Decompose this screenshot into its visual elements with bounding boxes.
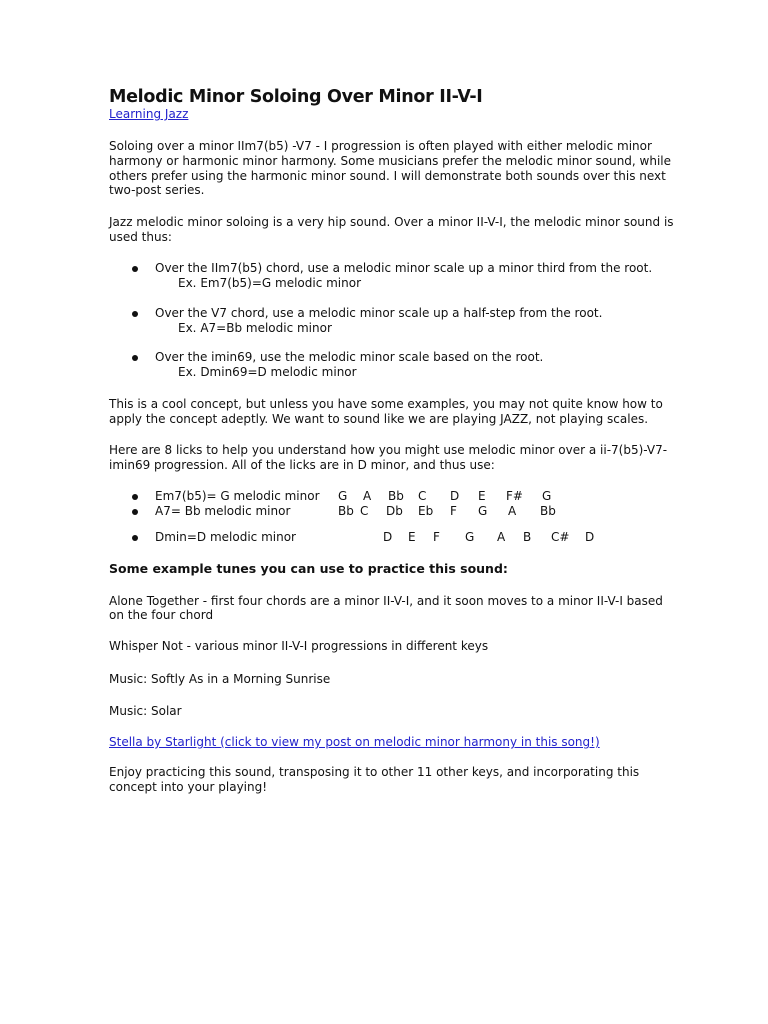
tune-2: Whisper Not - various minor II-V-I progressions in different keys bbox=[109, 639, 489, 653]
scale-note: Bb bbox=[338, 504, 354, 518]
para2-line-1: Jazz melodic minor soloing is a very hip sound. Over a minor II-V-I, the melodic minor sound is bbox=[109, 215, 674, 229]
rule-2-example: Ex. A7=Bb melodic minor bbox=[178, 321, 332, 335]
rule-1-text: Over the IIm7(b5) chord, use a melodic minor scale up a minor third from the root. bbox=[155, 261, 653, 275]
scale-note: Bb bbox=[540, 504, 556, 518]
scale-3-label: Dmin=D melodic minor bbox=[155, 530, 296, 544]
bullet-icon bbox=[132, 509, 138, 515]
scale-note: F bbox=[433, 530, 440, 544]
intro-line-3: others prefer using the harmonic minor sound. I will demonstrate both sounds over this next bbox=[109, 169, 666, 183]
scale-note: G bbox=[542, 489, 552, 503]
scale-note: C bbox=[418, 489, 427, 503]
rule-3-text: Over the imin69, use the melodic minor scale based on the root. bbox=[155, 350, 544, 364]
page-title: Melodic Minor Soloing Over Minor II-V-I bbox=[109, 87, 483, 107]
tunes-heading: Some example tunes you can use to practice this sound: bbox=[109, 561, 508, 576]
para2-line-2: used thus: bbox=[109, 230, 172, 244]
para4-line-1: Here are 8 licks to help you understand how you might use melodic minor over a ii-7(b5)-V7- bbox=[109, 443, 668, 457]
tune-1-line-2: on the four chord bbox=[109, 608, 214, 622]
scale-note: A bbox=[363, 489, 372, 503]
bullet-icon bbox=[132, 266, 138, 272]
scale-2-label: A7= Bb melodic minor bbox=[155, 504, 291, 518]
scale-note: G bbox=[465, 530, 475, 544]
scale-note: C# bbox=[551, 530, 570, 544]
tune-1-line-1: Alone Together - first four chords are a minor II-V-I, and it soon moves to a minor II-V-I based bbox=[109, 594, 663, 608]
bullet-icon bbox=[132, 494, 138, 500]
tune-4: Music: Solar bbox=[109, 704, 182, 718]
bullet-icon bbox=[132, 355, 138, 361]
scale-note: E bbox=[408, 530, 416, 544]
scale-note: D bbox=[585, 530, 595, 544]
tune-3: Music: Softly As in a Morning Sunrise bbox=[109, 672, 331, 686]
scale-note: E bbox=[478, 489, 486, 503]
para3-line-1: This is a cool concept, but unless you have some examples, you may not quite know how to bbox=[109, 397, 663, 411]
scale-note: F bbox=[450, 504, 457, 518]
scale-note: D bbox=[450, 489, 460, 503]
scale-note: C bbox=[360, 504, 369, 518]
para3-line-2: apply the concept adeptly. We want to sound like we are playing JAZZ, not playing scales. bbox=[109, 412, 649, 426]
scale-1-label: Em7(b5)= G melodic minor bbox=[155, 489, 320, 503]
closing-line-1: Enjoy practicing this sound, transposing it to other 11 other keys, and incorporating this bbox=[109, 765, 640, 779]
intro-line-4: two-post series. bbox=[109, 183, 205, 197]
scale-note: A bbox=[497, 530, 506, 544]
scale-note: D bbox=[383, 530, 393, 544]
rule-1-example: Ex. Em7(b5)=G melodic minor bbox=[178, 276, 362, 290]
scale-note: F# bbox=[506, 489, 523, 503]
scale-note: Db bbox=[386, 504, 403, 518]
scale-note: Eb bbox=[418, 504, 434, 518]
closing-line-2: concept into your playing! bbox=[109, 780, 268, 794]
rule-3-example: Ex. Dmin69=D melodic minor bbox=[178, 365, 357, 379]
para4-line-2: imin69 progression. All of the licks are in D minor, and thus use: bbox=[109, 458, 495, 472]
scale-note: Bb bbox=[388, 489, 404, 503]
bullet-icon bbox=[132, 311, 138, 317]
intro-line-2: harmony or harmonic minor harmony. Some musicians prefer the melodic minor sound, while bbox=[109, 154, 672, 168]
scale-note: G bbox=[338, 489, 348, 503]
stella-by-starlight-link[interactable]: Stella by Starlight (click to view my post on melodic minor harmony in this song!) bbox=[109, 735, 600, 749]
rule-2-text: Over the V7 chord, use a melodic minor scale up a half-step from the root. bbox=[155, 306, 603, 320]
scale-note: G bbox=[478, 504, 488, 518]
scale-note: A bbox=[508, 504, 517, 518]
learning-jazz-link[interactable]: Learning Jazz bbox=[109, 107, 189, 121]
intro-line-1: Soloing over a minor IIm7(b5) -V7 - I progression is often played with either melodic minor bbox=[109, 139, 652, 153]
bullet-icon bbox=[132, 535, 138, 541]
scale-note: B bbox=[523, 530, 532, 544]
